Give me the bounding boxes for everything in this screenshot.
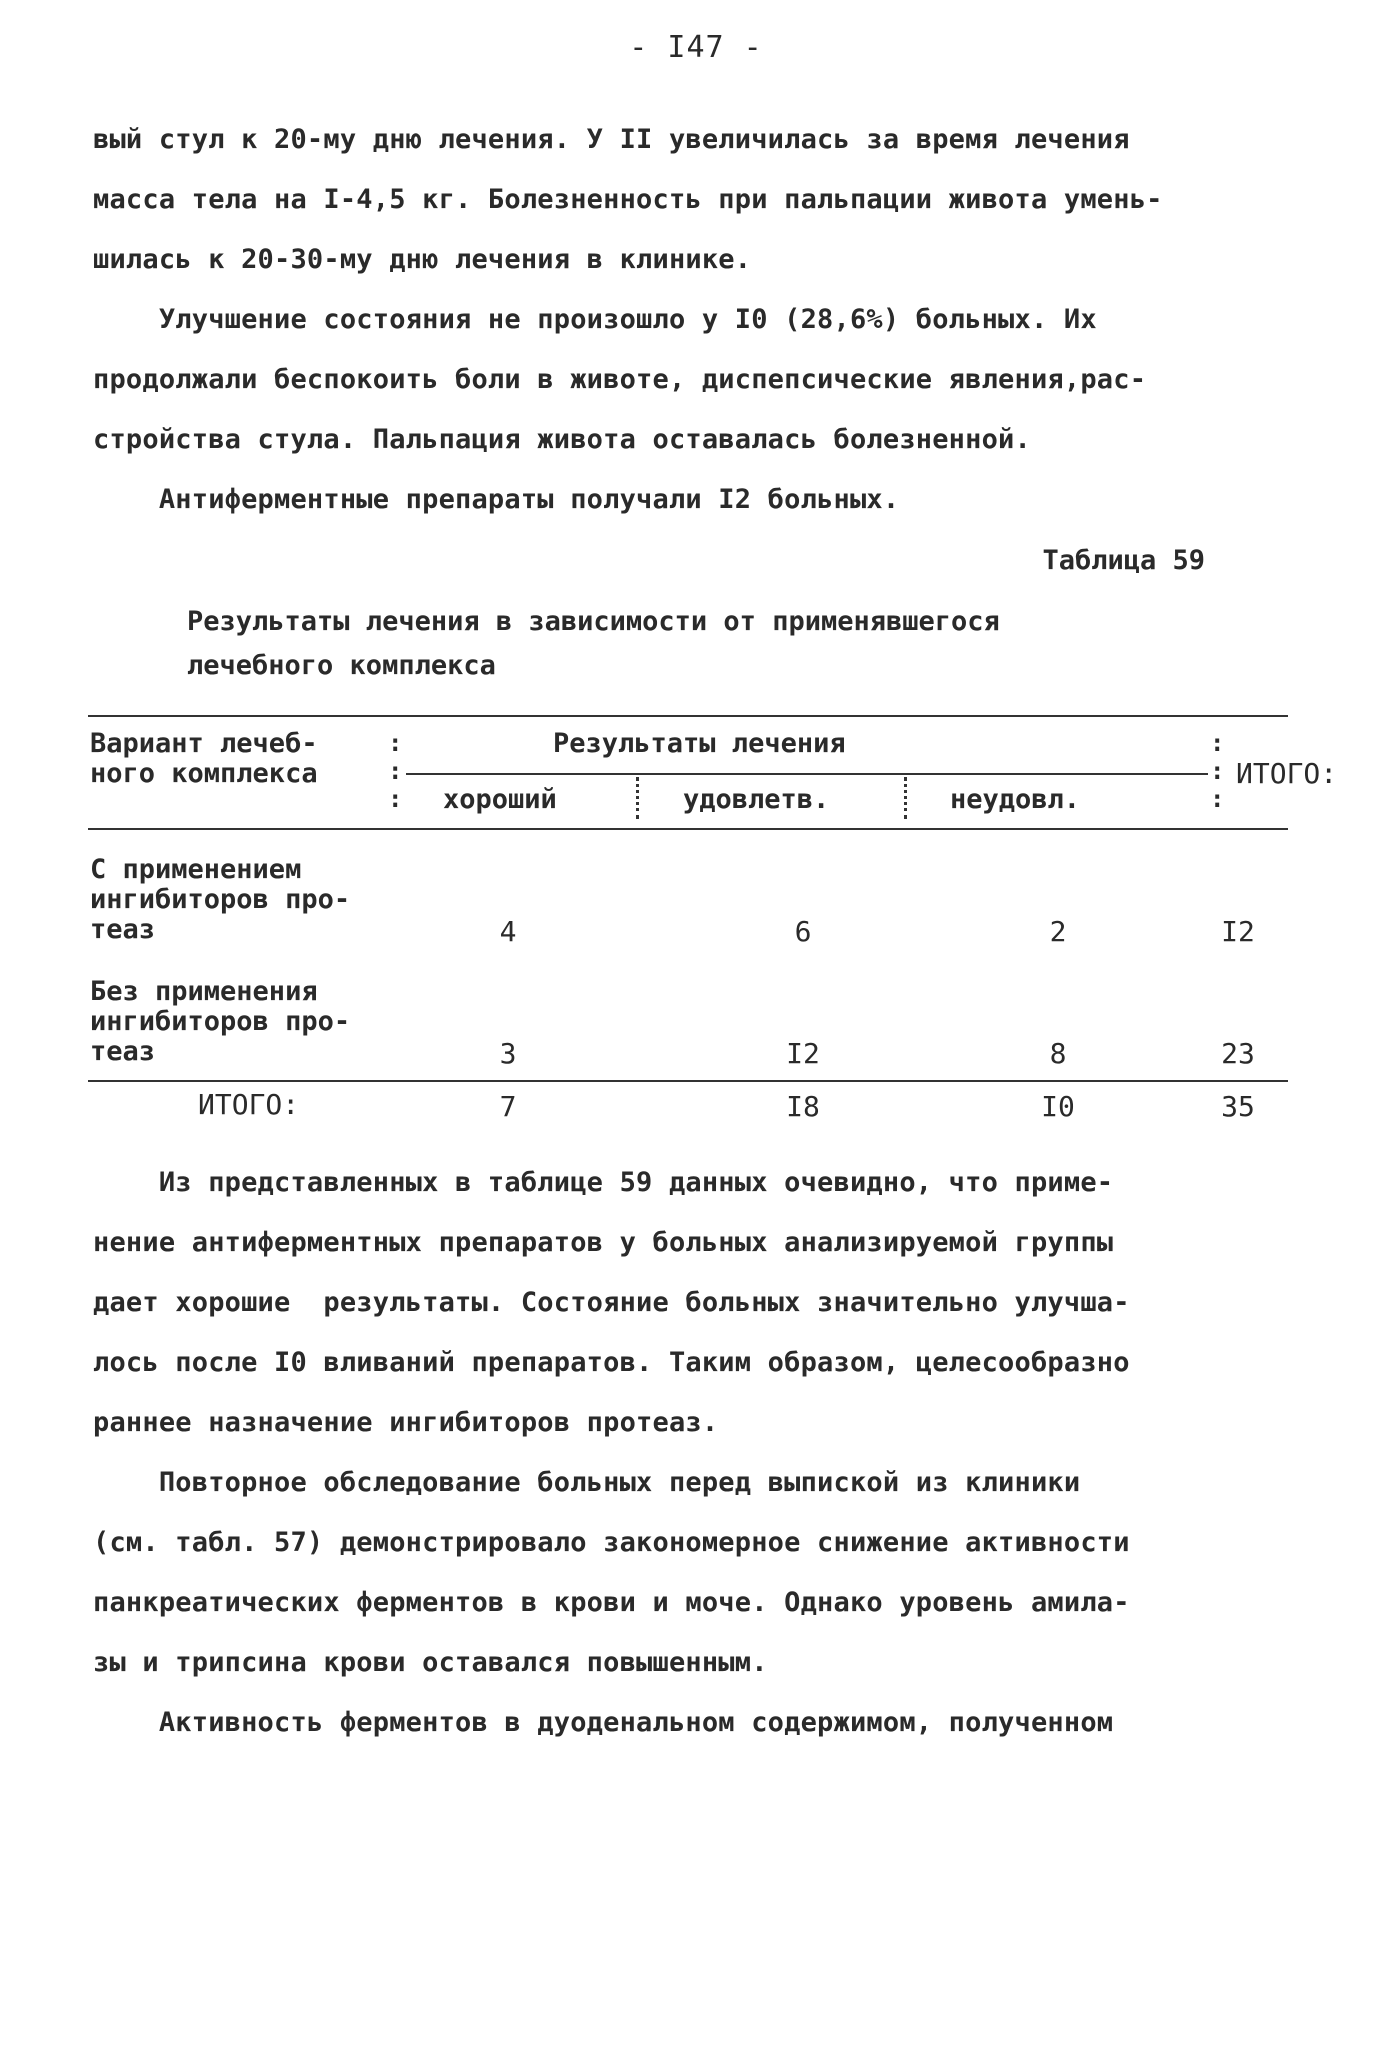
header-col-divider	[636, 777, 639, 819]
header-separator: : : :	[1210, 729, 1225, 813]
cell-unsatisfactory: 8	[1049, 1037, 1067, 1070]
totals-unsatisfactory: I0	[1041, 1090, 1075, 1123]
header-results: Результаты лечения	[553, 728, 846, 759]
text-line: Активность ферментов в дуоденальном содержимом, полученном	[93, 1707, 1114, 1738]
text-line: дает хорошие результаты. Состояние больных значительно улучша-	[93, 1287, 1130, 1318]
row-label-line: Без применения	[90, 976, 318, 1007]
row-label-line: теаз	[90, 1036, 156, 1067]
header-variant	[90, 729, 318, 789]
header-total: ИТОГО:	[1236, 757, 1338, 790]
cell-good: 3	[499, 1037, 517, 1070]
table-title-line: лечебного комплекса	[187, 650, 496, 681]
totals-rule	[88, 1080, 1288, 1082]
text-line: вый стул к 20-му дню лечения. У II увеличилась за время лечения	[93, 124, 1130, 155]
text-line: Повторное обследование больных перед выпиской из клиники	[93, 1467, 1081, 1498]
cell-good: 4	[499, 915, 517, 948]
header-good: хороший	[443, 784, 557, 815]
header-unsatisfactory: неудовл.	[950, 784, 1081, 815]
header-variant-line: ного комплекса	[90, 758, 318, 789]
text-line: нение антиферментных препаратов у больных анализируемой группы	[93, 1227, 1114, 1258]
top-text	[93, 110, 1273, 530]
row-label-line: С применением	[90, 854, 302, 885]
text-line: раннее назначение ингибиторов протеаз.	[93, 1407, 719, 1438]
header-bottom-rule	[88, 828, 1288, 830]
results-table	[88, 715, 1338, 1123]
header-col-divider	[904, 777, 907, 819]
text-line: лось после I0 вливаний препаратов. Таким образом, целесообразно	[93, 1347, 1130, 1378]
text-line: зы и трипсина крови оставался повышенным.	[93, 1647, 768, 1678]
text-line: продолжали беспокоить боли в животе, диспепсические явления,рас-	[93, 364, 1147, 395]
header-variant-line: Вариант лечеб-	[90, 728, 318, 759]
text-line: панкреатических ферментов в крови и моче. Однако уровень амила-	[93, 1587, 1130, 1618]
cell-total: I2	[1221, 915, 1255, 948]
header-separator: : : :	[388, 729, 403, 813]
row-label-line: ингибиторов про-	[90, 1006, 351, 1037]
text-line: масса тела на I-4,5 кг. Болезненность при пальпации живота умень-	[93, 184, 1163, 215]
text-line: (см. табл. 57) демонстрировало закономерное снижение активности	[93, 1527, 1130, 1558]
header-subrule	[406, 773, 1208, 775]
totals-label: ИТОГО:	[198, 1088, 300, 1121]
header-satisfactory: удовлетв.	[683, 784, 830, 815]
cell-satisfactory: 6	[794, 915, 812, 948]
text-line: Улучшение состояния не произошло у I0 (28,6%) больных. Их	[93, 304, 1097, 335]
text-line: стройства стула. Пальпация живота оставалась болезненной.	[93, 424, 1031, 455]
totals-satisfactory: I8	[786, 1090, 820, 1123]
text-line: Из представленных в таблице 59 данных очевидно, что приме-	[93, 1167, 1114, 1198]
table-top-rule	[88, 715, 1288, 717]
row-label-line: ингибиторов про-	[90, 884, 351, 915]
cell-total: 23	[1221, 1037, 1255, 1070]
text-line: Антиферментные препараты получали I2 больных.	[93, 484, 900, 515]
totals-total: 35	[1221, 1090, 1255, 1123]
row-label	[90, 977, 350, 1067]
page-number: - I47 -	[629, 30, 763, 65]
cell-unsatisfactory: 2	[1049, 915, 1067, 948]
row-label-line: теаз	[90, 914, 156, 945]
row-label	[90, 855, 350, 945]
table-title-line: Результаты лечения в зависимости от применявшегося	[187, 606, 1000, 637]
table-number: Таблица 59	[1042, 545, 1205, 576]
text-line: шилась к 20-30-му дню лечения в клинике.	[93, 244, 752, 275]
cell-satisfactory: I2	[786, 1037, 820, 1070]
table-title	[187, 600, 1000, 688]
bottom-text	[93, 1153, 1273, 1753]
totals-good: 7	[499, 1090, 517, 1123]
